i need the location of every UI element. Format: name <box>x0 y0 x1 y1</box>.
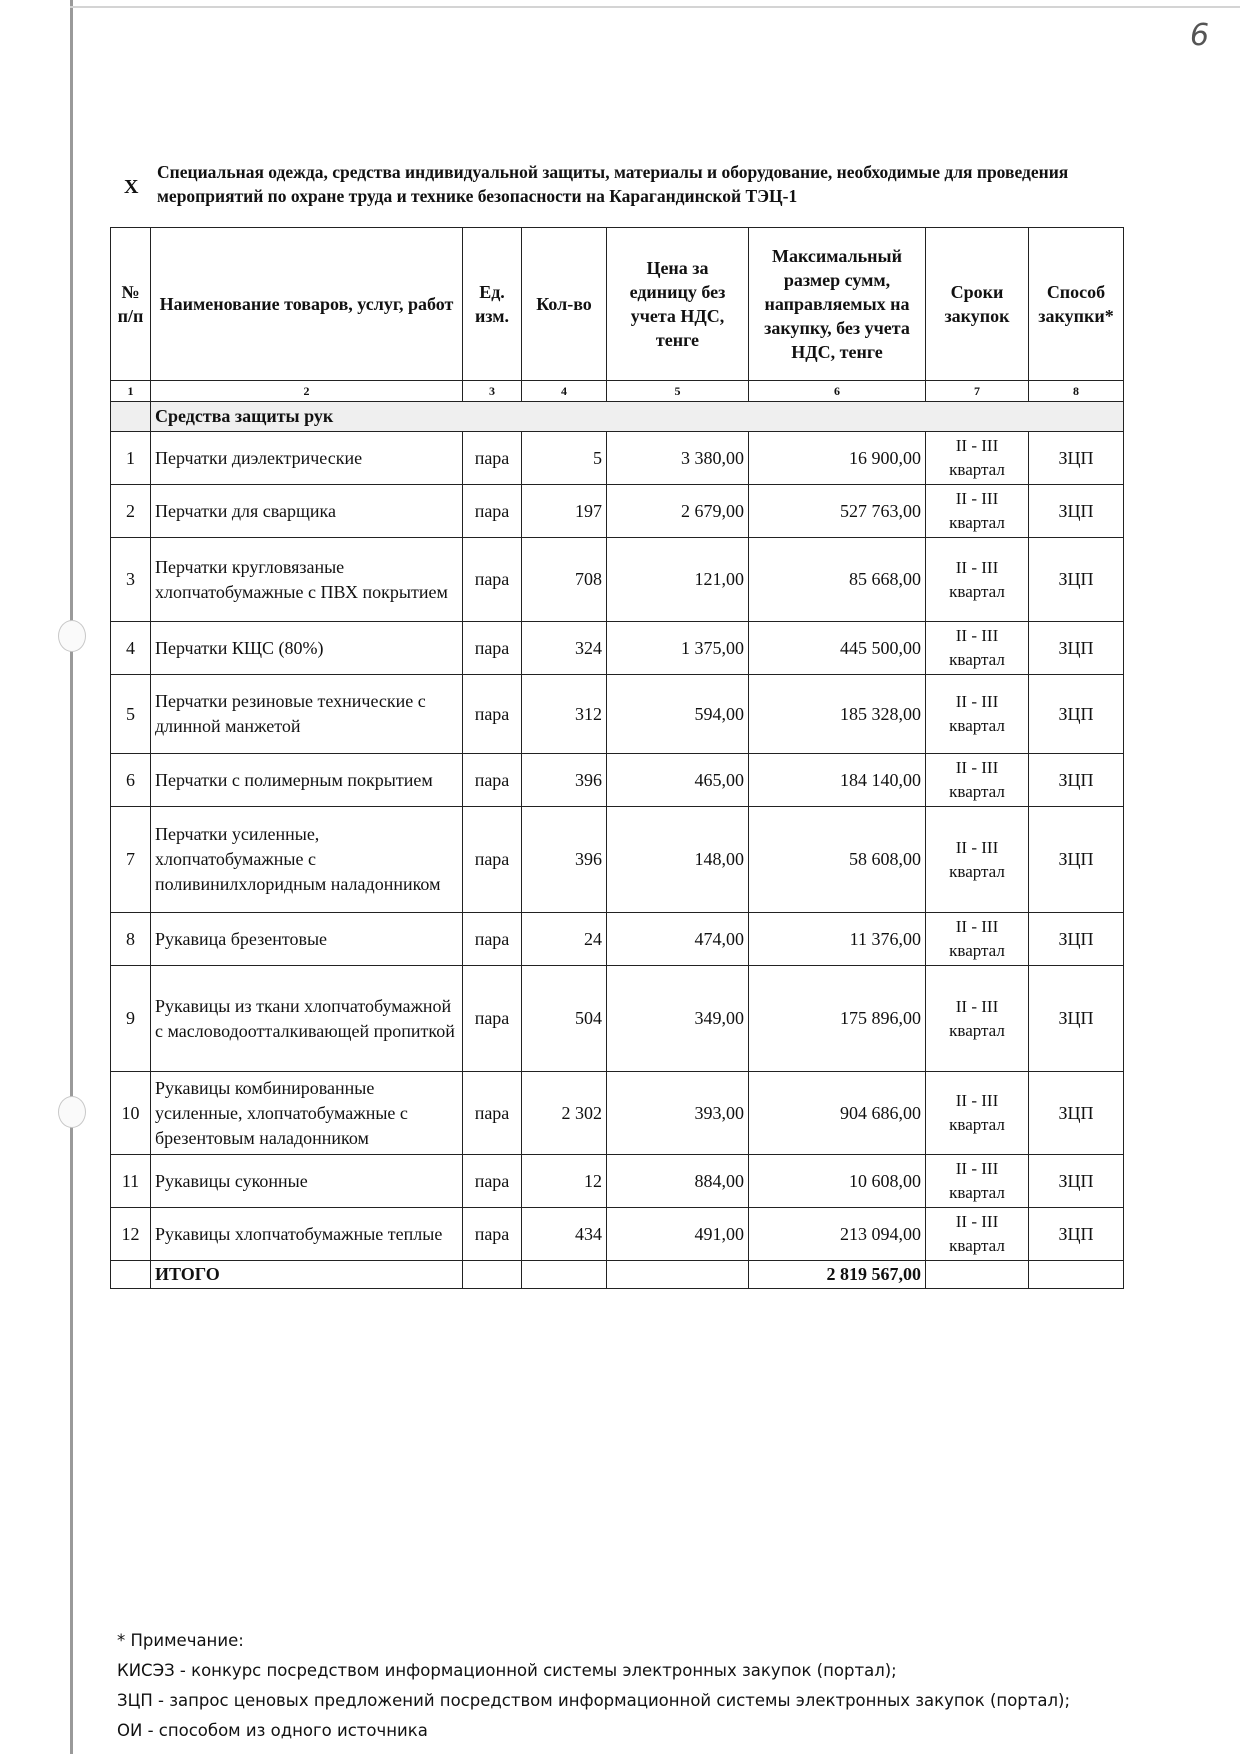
column-number: 3 <box>463 381 522 402</box>
unit: пара <box>463 966 522 1072</box>
row-number: 12 <box>111 1208 151 1261</box>
purchase-term: II - III квартал <box>926 913 1029 966</box>
item-name: Перчатки для сварщика <box>151 485 463 538</box>
footnote-line: КИСЭЗ - конкурс посредством информационной системы электронных закупок (портал); <box>117 1661 897 1680</box>
table-row <box>111 807 1124 913</box>
max-sum: 184 140,00 <box>749 754 926 807</box>
row-number: 7 <box>111 807 151 913</box>
unit: пара <box>463 1155 522 1208</box>
total-empty-cell <box>926 1261 1029 1289</box>
table-row <box>111 1155 1124 1208</box>
quantity: 24 <box>522 913 607 966</box>
purchase-method: ЗЦП <box>1029 1208 1124 1261</box>
item-name: Рукавицы из ткани хлопчатобумажной с масловодоотталкивающей пропиткой <box>151 966 463 1072</box>
punch-hole <box>58 620 86 652</box>
header-cell: Наименование товаров, услуг, работ <box>151 228 463 381</box>
header-cell: Кол-во <box>522 228 607 381</box>
purchase-method: ЗЦП <box>1029 913 1124 966</box>
item-name: Рукавица брезентовые <box>151 913 463 966</box>
unit-price: 393,00 <box>607 1072 749 1155</box>
unit: пара <box>463 1072 522 1155</box>
total-empty-cell <box>111 1261 151 1289</box>
total-empty-cell <box>1029 1261 1124 1289</box>
purchase-method: ЗЦП <box>1029 754 1124 807</box>
header-cell: Ед. изм. <box>463 228 522 381</box>
purchase-term: II - III квартал <box>926 622 1029 675</box>
purchase-term: II - III квартал <box>926 807 1029 913</box>
table-row <box>111 432 1124 485</box>
column-number: 7 <box>926 381 1029 402</box>
unit: пара <box>463 675 522 754</box>
purchase-method: ЗЦП <box>1029 538 1124 622</box>
purchase-method: ЗЦП <box>1029 485 1124 538</box>
unit: пара <box>463 538 522 622</box>
max-sum: 185 328,00 <box>749 675 926 754</box>
max-sum: 11 376,00 <box>749 913 926 966</box>
total-empty-cell <box>607 1261 749 1289</box>
purchase-term: II - III квартал <box>926 1155 1029 1208</box>
row-number: 5 <box>111 675 151 754</box>
unit-price: 349,00 <box>607 966 749 1072</box>
purchase-term: II - III квартал <box>926 432 1029 485</box>
max-sum: 10 608,00 <box>749 1155 926 1208</box>
header-cell: Цена за единицу без учета НДС, тенге <box>607 228 749 381</box>
item-name: Перчатки КЩС (80%) <box>151 622 463 675</box>
max-sum: 58 608,00 <box>749 807 926 913</box>
section-marker: X <box>124 176 139 198</box>
table-header-row <box>111 228 1124 381</box>
item-name: Рукавицы хлопчатобумажные теплые <box>151 1208 463 1261</box>
table-row <box>111 485 1124 538</box>
purchase-method: ЗЦП <box>1029 1072 1124 1155</box>
max-sum: 175 896,00 <box>749 966 926 1072</box>
row-number: 1 <box>111 432 151 485</box>
max-sum: 213 094,00 <box>749 1208 926 1261</box>
max-sum: 445 500,00 <box>749 622 926 675</box>
unit-price: 884,00 <box>607 1155 749 1208</box>
page-top-edge <box>70 6 1240 8</box>
column-number: 1 <box>111 381 151 402</box>
unit-price: 1 375,00 <box>607 622 749 675</box>
quantity: 2 302 <box>522 1072 607 1155</box>
unit: пара <box>463 622 522 675</box>
punch-hole <box>58 1096 86 1128</box>
footnote-line: ЗЦП - запрос ценовых предложений посредством информационной системы электронных закупок (портал); <box>117 1691 1071 1710</box>
table-row <box>111 754 1124 807</box>
purchase-method: ЗЦП <box>1029 622 1124 675</box>
group-row <box>111 402 1124 432</box>
row-number: 9 <box>111 966 151 1072</box>
footnote-title: * Примечание: <box>117 1631 244 1650</box>
purchase-term: II - III квартал <box>926 1072 1029 1155</box>
unit-price: 491,00 <box>607 1208 749 1261</box>
item-name: Перчатки резиновые технические с длинной манжетой <box>151 675 463 754</box>
purchase-term: II - III квартал <box>926 675 1029 754</box>
binding-edge-line <box>70 0 73 1754</box>
section-title: Специальная одежда, средства индивидуальной защиты, материалы и оборудование, необходимые для проведения мероприятий по охране труда и технике безопасности на Карагандинской ТЭЦ-1 <box>157 162 1069 206</box>
quantity: 197 <box>522 485 607 538</box>
header-cell: Максимальный размер сумм, направляемых на закупку, без учета НДС, тенге <box>749 228 926 381</box>
row-number: 2 <box>111 485 151 538</box>
max-sum: 85 668,00 <box>749 538 926 622</box>
group-number-cell <box>111 402 151 432</box>
unit: пара <box>463 1208 522 1261</box>
footnote <box>117 1626 1217 1746</box>
handwritten-page-number: 6 <box>1190 18 1210 53</box>
item-name: Перчатки усиленные, хлопчатобумажные с поливинилхлоридным наладонником <box>151 807 463 913</box>
quantity: 708 <box>522 538 607 622</box>
purchase-method: ЗЦП <box>1029 807 1124 913</box>
total-row <box>111 1261 1124 1289</box>
group-label: Средства защиты рук <box>151 402 1124 432</box>
quantity: 12 <box>522 1155 607 1208</box>
item-name: Перчатки кругловязаные хлопчатобумажные с ПВХ покрытием <box>151 538 463 622</box>
total-label: ИТОГО <box>151 1261 463 1289</box>
table-row <box>111 913 1124 966</box>
quantity: 396 <box>522 807 607 913</box>
max-sum: 904 686,00 <box>749 1072 926 1155</box>
table-row <box>111 966 1124 1072</box>
purchase-term: II - III квартал <box>926 485 1029 538</box>
row-number: 3 <box>111 538 151 622</box>
purchase-method: ЗЦП <box>1029 675 1124 754</box>
header-cell: Сроки закупок <box>926 228 1029 381</box>
item-name: Перчатки с полимерным покрытием <box>151 754 463 807</box>
purchase-method: ЗЦП <box>1029 432 1124 485</box>
unit-price: 2 679,00 <box>607 485 749 538</box>
unit-price: 465,00 <box>607 754 749 807</box>
unit-price: 594,00 <box>607 675 749 754</box>
quantity: 434 <box>522 1208 607 1261</box>
purchase-term: II - III квартал <box>926 754 1029 807</box>
purchase-term: II - III квартал <box>926 538 1029 622</box>
column-number: 4 <box>522 381 607 402</box>
unit: пара <box>463 807 522 913</box>
max-sum: 16 900,00 <box>749 432 926 485</box>
header-cell: № п/п <box>111 228 151 381</box>
table-row <box>111 1072 1124 1155</box>
column-number: 5 <box>607 381 749 402</box>
table-row <box>111 538 1124 622</box>
column-number: 6 <box>749 381 926 402</box>
total-sum: 2 819 567,00 <box>749 1261 926 1289</box>
column-number: 2 <box>151 381 463 402</box>
row-number: 11 <box>111 1155 151 1208</box>
column-number-row <box>111 381 1124 402</box>
row-number: 8 <box>111 913 151 966</box>
table-row <box>111 1208 1124 1261</box>
footnote-line: ОИ - способом из одного источника <box>117 1721 428 1740</box>
item-name: Перчатки диэлектрические <box>151 432 463 485</box>
purchase-method: ЗЦП <box>1029 966 1124 1072</box>
unit: пара <box>463 913 522 966</box>
quantity: 324 <box>522 622 607 675</box>
quantity: 312 <box>522 675 607 754</box>
table-row <box>111 622 1124 675</box>
row-number: 4 <box>111 622 151 675</box>
unit-price: 148,00 <box>607 807 749 913</box>
purchase-method: ЗЦП <box>1029 1155 1124 1208</box>
unit-price: 474,00 <box>607 913 749 966</box>
table-row <box>111 675 1124 754</box>
header-cell: Способ закупки* <box>1029 228 1124 381</box>
quantity: 5 <box>522 432 607 485</box>
purchase-term: II - III квартал <box>926 966 1029 1072</box>
unit: пара <box>463 754 522 807</box>
quantity: 504 <box>522 966 607 1072</box>
quantity: 396 <box>522 754 607 807</box>
item-name: Рукавицы суконные <box>151 1155 463 1208</box>
row-number: 10 <box>111 1072 151 1155</box>
column-number: 8 <box>1029 381 1124 402</box>
total-empty-cell <box>522 1261 607 1289</box>
max-sum: 527 763,00 <box>749 485 926 538</box>
total-empty-cell <box>463 1261 522 1289</box>
procurement-table <box>110 227 1124 1289</box>
unit-price: 3 380,00 <box>607 432 749 485</box>
purchase-term: II - III квартал <box>926 1208 1029 1261</box>
row-number: 6 <box>111 754 151 807</box>
unit-price: 121,00 <box>607 538 749 622</box>
item-name: Рукавицы комбинированные усиленные, хлопчатобумажные с брезентовым наладонником <box>151 1072 463 1155</box>
unit: пара <box>463 432 522 485</box>
unit: пара <box>463 485 522 538</box>
